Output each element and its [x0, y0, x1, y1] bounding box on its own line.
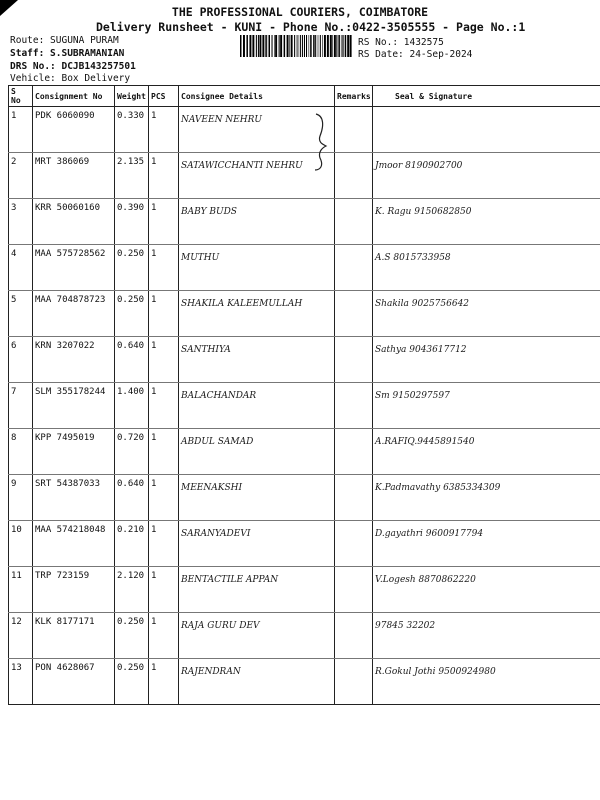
barcode-bar [309, 35, 310, 57]
row-pcs: 1 [149, 567, 179, 613]
drs-number: DRS No.: DCJB143257501 [10, 61, 136, 72]
table-row [9, 521, 600, 567]
barcode-bar [284, 35, 286, 57]
barcode-bar [294, 35, 295, 57]
runsheet-title: Delivery Runsheet - KUNI - Phone No.:0422-3505555 - Page No.:1 [96, 20, 526, 34]
barcode-bar [265, 35, 267, 57]
rs-date: RS Date: 24-Sep-2024 [358, 49, 473, 60]
col-header-sno: S No [9, 86, 33, 107]
row-signature: K. Ragu 9150682850 [373, 199, 600, 245]
row-consignment: KRR 50060160 [33, 199, 115, 245]
row-pcs: 1 [149, 107, 179, 153]
col-header-pcs: PCS [149, 86, 179, 107]
barcode-bar [302, 35, 303, 57]
row-pcs: 1 [149, 291, 179, 337]
barcode-bar [350, 35, 352, 57]
barcode-bar [324, 35, 326, 57]
barcode-bar [259, 35, 261, 57]
barcode-bar [330, 35, 332, 57]
row-remarks [335, 429, 373, 475]
vehicle-label: Vehicle: Box Delivery [10, 73, 131, 84]
barcode-bar [256, 35, 257, 57]
table-row [9, 429, 600, 475]
row-consignment: TRP 723159 [33, 567, 115, 613]
table-row [9, 107, 600, 153]
barcode-bar [297, 35, 298, 57]
table-row [9, 199, 600, 245]
barcode-bar [327, 35, 329, 57]
row-remarks [335, 291, 373, 337]
row-signature: A.S 8015733958 [373, 245, 600, 291]
barcode-bar [298, 35, 299, 57]
barcode-bar [341, 35, 342, 57]
row-consignment: MAA 704878723 [33, 291, 115, 337]
row-weight: 0.250 [115, 245, 149, 291]
route-label: Route: SUGUNA PURAM [10, 35, 119, 46]
runsheet-table [8, 85, 600, 705]
barcode-bar [347, 35, 349, 57]
barcode-bar [272, 35, 273, 57]
row-signature: K.Padmavathy 6385334309 [373, 475, 600, 521]
row-remarks [335, 475, 373, 521]
barcode-bar [300, 35, 301, 57]
row-weight: 0.250 [115, 291, 149, 337]
row-consignee: RAJENDRAN [179, 659, 335, 705]
row-consignee: NAVEEN NEHRU [179, 107, 335, 153]
row-pcs: 1 [149, 475, 179, 521]
row-weight: 0.640 [115, 475, 149, 521]
row-consignment: MAA 574218048 [33, 521, 115, 567]
table-row [9, 337, 600, 383]
col-header-signature: Seal & Signature [373, 86, 600, 107]
row-remarks [335, 107, 373, 153]
row-weight: 0.640 [115, 337, 149, 383]
row-signature: D.gayathri 9600917794 [373, 521, 600, 567]
row-weight: 0.250 [115, 613, 149, 659]
row-weight: 1.400 [115, 383, 149, 429]
barcode-bar [318, 35, 319, 57]
row-consignee: SANTHIYA [179, 337, 335, 383]
barcode-bar [287, 35, 289, 57]
row-consignment: KPP 7495019 [33, 429, 115, 475]
row-consignee: SHAKILA KALEEMULLAH [179, 291, 335, 337]
row-signature: Shakila 9025756642 [373, 291, 600, 337]
row-sno: 8 [9, 429, 33, 475]
row-weight: 0.390 [115, 199, 149, 245]
barcode-bar [268, 35, 269, 57]
col-header-remarks: Remarks [335, 86, 373, 107]
staff-label: Staff: S.SUBRAMANIAN [10, 48, 125, 59]
row-consignee: BABY BUDS [179, 199, 335, 245]
row-remarks [335, 199, 373, 245]
row-signature [373, 107, 600, 153]
barcode-bar [289, 35, 290, 57]
col-header-weight: Weight [115, 86, 149, 107]
row-pcs: 1 [149, 429, 179, 475]
barcode [240, 35, 352, 57]
row-weight: 2.135 [115, 153, 149, 199]
row-consignment: KRN 3207022 [33, 337, 115, 383]
table-row [9, 475, 600, 521]
row-consignment: SLM 355178244 [33, 383, 115, 429]
barcode-bar [304, 35, 305, 57]
row-sno: 5 [9, 291, 33, 337]
row-weight: 2.120 [115, 567, 149, 613]
row-remarks [335, 383, 373, 429]
row-sno: 2 [9, 153, 33, 199]
row-pcs: 1 [149, 153, 179, 199]
row-sno: 1 [9, 107, 33, 153]
barcode-bar [320, 35, 321, 57]
row-pcs: 1 [149, 199, 179, 245]
row-weight: 0.210 [115, 521, 149, 567]
barcode-bar [345, 35, 347, 57]
row-consignment: MAA 575728562 [33, 245, 115, 291]
brace-mark [312, 112, 332, 172]
row-signature: Jmoor 8190902700 [373, 153, 600, 199]
row-consignee: MEENAKSHI [179, 475, 335, 521]
row-pcs: 1 [149, 245, 179, 291]
row-remarks [335, 659, 373, 705]
barcode-bar [258, 35, 259, 57]
col-header-consignee: Consignee Details [179, 86, 335, 107]
barcode-bar [338, 35, 340, 57]
barcode-bar [334, 35, 336, 57]
row-pcs: 1 [149, 613, 179, 659]
row-remarks [335, 521, 373, 567]
barcode-bar [343, 35, 344, 57]
table-row [9, 291, 600, 337]
barcode-bar [252, 35, 254, 57]
barcode-bar [336, 35, 337, 57]
barcode-bar [269, 35, 270, 57]
row-weight: 0.720 [115, 429, 149, 475]
barcode-bar [262, 35, 264, 57]
barcode-bar [240, 35, 242, 57]
barcode-bar [306, 35, 307, 57]
row-sno: 12 [9, 613, 33, 659]
row-sno: 4 [9, 245, 33, 291]
barcode-bar [243, 35, 245, 57]
row-consignee: RAJA GURU DEV [179, 613, 335, 659]
barcode-bar [291, 35, 293, 57]
table-row [9, 659, 600, 705]
row-signature: Sathya 9043617712 [373, 337, 600, 383]
barcode-bar [279, 35, 280, 57]
table-row [9, 567, 600, 613]
row-signature: R.Gokul Jothi 9500924980 [373, 659, 600, 705]
barcode-bar [310, 35, 312, 57]
barcode-bar [280, 35, 282, 57]
row-weight: 0.330 [115, 107, 149, 153]
table-row [9, 613, 600, 659]
row-consignee: SARANYADEVI [179, 521, 335, 567]
barcode-bar [313, 35, 315, 57]
row-weight: 0.250 [115, 659, 149, 705]
row-consignee: BALACHANDAR [179, 383, 335, 429]
barcode-bar [275, 35, 277, 57]
barcode-bar [246, 35, 248, 57]
table-header-row [9, 86, 600, 107]
row-sno: 9 [9, 475, 33, 521]
row-remarks [335, 337, 373, 383]
barcode-bar [315, 35, 316, 57]
row-consignee: ABDUL SAMAD [179, 429, 335, 475]
row-consignment: MRT 386069 [33, 153, 115, 199]
company-title: THE PROFESSIONAL COURIERS, COIMBATORE [171, 5, 429, 19]
barcode-bar [322, 35, 323, 57]
row-consignment: PDK 6060090 [33, 107, 115, 153]
row-pcs: 1 [149, 337, 179, 383]
row-pcs: 1 [149, 383, 179, 429]
rs-number: RS No.: 1432575 [358, 37, 444, 48]
row-signature: Sm 9150297597 [373, 383, 600, 429]
row-remarks [335, 153, 373, 199]
row-consignee: SATAWICCHANTI NEHRU [179, 153, 335, 199]
table-row [9, 153, 600, 199]
row-consignee: BENTACTILE APPAN [179, 567, 335, 613]
row-pcs: 1 [149, 659, 179, 705]
col-header-consignment: Consignment No [33, 86, 115, 107]
row-sno: 7 [9, 383, 33, 429]
table-row [9, 383, 600, 429]
row-remarks [335, 245, 373, 291]
row-consignment: PON 4628067 [33, 659, 115, 705]
barcode-bar [342, 35, 343, 57]
row-pcs: 1 [149, 521, 179, 567]
row-sno: 11 [9, 567, 33, 613]
row-sno: 13 [9, 659, 33, 705]
row-consignee: MUTHU [179, 245, 335, 291]
row-remarks [335, 567, 373, 613]
table-row [9, 245, 600, 291]
row-signature: A.RAFIQ.9445891540 [373, 429, 600, 475]
barcode-bar [274, 35, 275, 57]
row-sno: 3 [9, 199, 33, 245]
barcode-bar [249, 35, 251, 57]
row-consignment: KLK 8177171 [33, 613, 115, 659]
row-consignment: SRT 54387033 [33, 475, 115, 521]
row-remarks [335, 613, 373, 659]
row-signature: V.Logesh 8870862220 [373, 567, 600, 613]
barcode-bar [332, 35, 333, 57]
row-signature: 97845 32202 [373, 613, 600, 659]
row-sno: 10 [9, 521, 33, 567]
row-sno: 6 [9, 337, 33, 383]
